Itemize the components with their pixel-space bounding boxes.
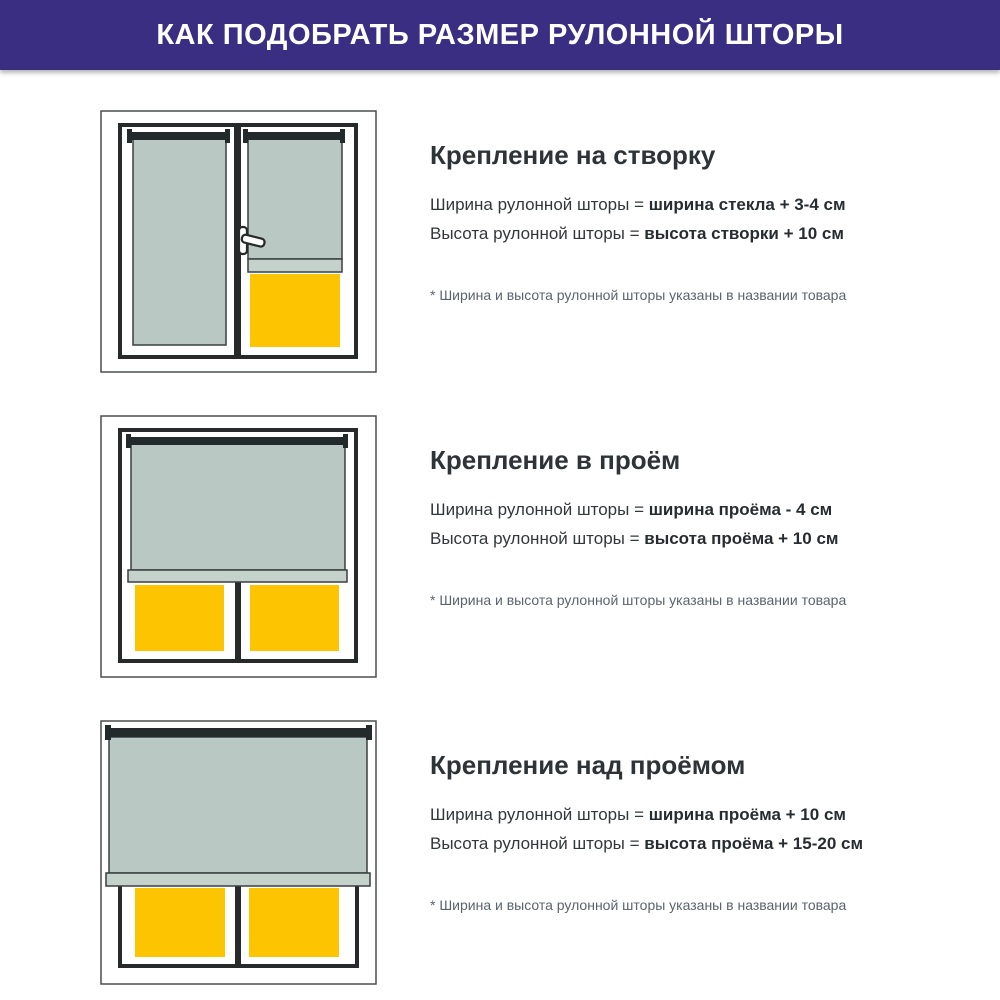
formula-height-label: Высота рулонной шторы = xyxy=(430,529,645,548)
section-copy xyxy=(430,443,900,609)
formula-width-label: Ширина рулонной шторы = xyxy=(430,500,649,519)
roller-bar xyxy=(127,437,347,445)
formula-height xyxy=(430,829,900,858)
section-mount-in-opening xyxy=(0,415,1000,678)
glass-pane xyxy=(250,585,339,651)
formula-width-value: ширина проёма - 4 см xyxy=(648,500,833,519)
section-heading: Крепление в проём xyxy=(430,445,681,475)
formula-width-label: Ширина рулонной шторы = xyxy=(430,195,649,214)
roller-cap xyxy=(243,129,248,143)
roller-blind xyxy=(131,442,345,570)
formula-height-value: высота проёма + 15-20 см xyxy=(644,834,864,853)
roller-bar-right xyxy=(245,132,345,140)
roller-cap xyxy=(366,725,372,740)
section-mount-on-sash xyxy=(0,110,1000,373)
roller-blind xyxy=(109,737,367,873)
formula-height xyxy=(430,524,900,553)
formula-height-value: высота створки + 10 см xyxy=(644,224,844,243)
formula-height-label: Высота рулонной шторы = xyxy=(430,834,645,853)
roller-cap xyxy=(127,129,132,143)
roller-cap xyxy=(340,129,345,143)
footnote: * Ширина и высота рулонной шторы указаны в названии товара xyxy=(430,287,847,303)
roller-cap xyxy=(343,434,348,448)
formulas xyxy=(430,190,900,248)
formula-height xyxy=(430,219,900,248)
glass-pane xyxy=(135,585,224,651)
glass-pane xyxy=(135,888,225,957)
roller-blind-left xyxy=(133,138,226,345)
formula-width xyxy=(430,495,900,524)
roller-cap xyxy=(105,725,111,740)
formula-width-value: ширина проёма + 10 см xyxy=(648,805,846,824)
formulas xyxy=(430,495,900,553)
formula-height-value: высота проёма + 10 см xyxy=(644,529,839,548)
roller-bar-left xyxy=(129,132,229,140)
glass-pane xyxy=(249,888,339,957)
formula-width-value: ширина стекла + 3-4 см xyxy=(648,195,846,214)
blind-bottom-bar xyxy=(248,259,342,272)
formula-width xyxy=(430,800,900,829)
section-heading: Крепление над проёмом xyxy=(430,750,746,780)
window-illustration-blind-on-sash xyxy=(100,110,377,373)
footnote: * Ширина и высота рулонной шторы указаны в названии товара xyxy=(430,592,847,608)
section-copy xyxy=(430,748,900,914)
roller-cap xyxy=(225,129,230,143)
formula-width-label: Ширина рулонной шторы = xyxy=(430,805,649,824)
section-heading: Крепление на створку xyxy=(430,140,716,170)
blind-bottom-bar xyxy=(128,570,347,582)
window-illustration-blind-above-opening xyxy=(100,720,377,985)
blind-bottom-bar xyxy=(106,873,370,886)
formula-height-label: Высота рулонной шторы = xyxy=(430,224,645,243)
header-bar xyxy=(0,0,1000,70)
window-illustration-blind-in-opening xyxy=(100,415,377,678)
section-mount-above-opening xyxy=(0,720,1000,985)
glass-pane xyxy=(250,274,340,347)
footnote: * Ширина и высота рулонной шторы указаны в названии товара xyxy=(430,897,847,913)
formula-width xyxy=(430,190,900,219)
roller-cap xyxy=(126,434,131,448)
page-title: КАК ПОДОБРАТЬ РАЗМЕР РУЛОННОЙ ШТОРЫ xyxy=(156,18,844,51)
formulas xyxy=(430,800,900,858)
section-copy xyxy=(430,138,900,304)
roller-bar xyxy=(107,728,370,737)
